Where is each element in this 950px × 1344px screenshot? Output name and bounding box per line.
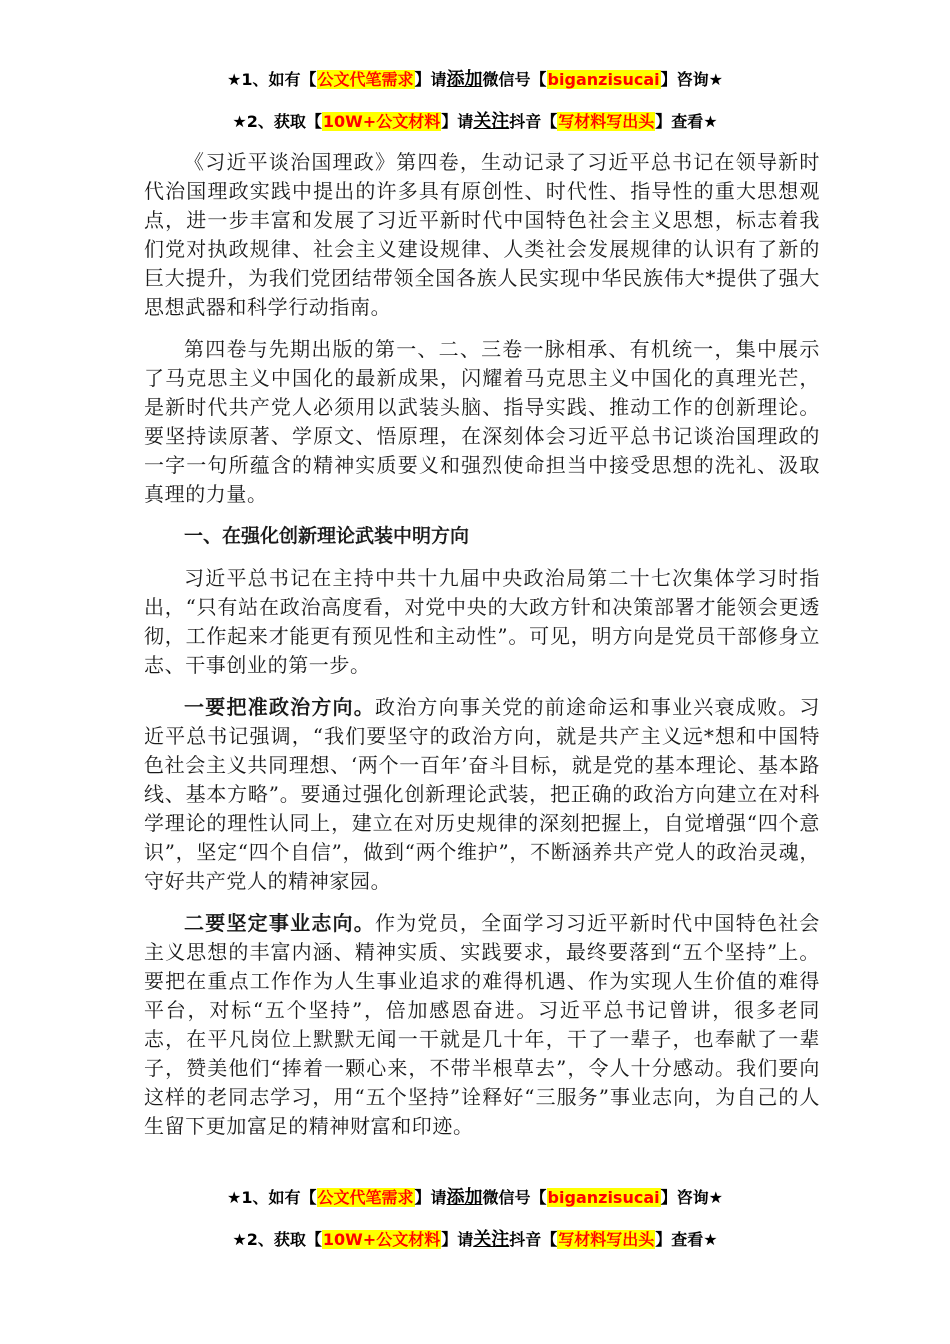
section-heading: 一、在强化创新理论武装中明方向 xyxy=(184,525,470,547)
promo-banner-bottom-line1 xyxy=(0,1186,950,1210)
promo-banner-top-line2 xyxy=(0,110,950,134)
paragraph-direction: 习近平总书记在主持中共十九届中央政治局第二十七次集体学习时指出，“只有站在政治高度看，对党中央的大政方针和决策部署才能领会更透彻，工作起来才能更有预见性和主动性”。可见，明方向是党员干部修身立志、干事创业的第一步。 xyxy=(144,566,820,677)
promo-text: 微信号【 xyxy=(482,70,547,89)
promo-text: ★2、获取【 xyxy=(232,1230,322,1249)
promo-text: ★2、获取【 xyxy=(232,112,322,131)
promo-highlight: 10W+公文材料 xyxy=(322,112,441,131)
promo-text: ★1、如有【 xyxy=(227,70,317,89)
promo-highlight: 写材料写出头 xyxy=(558,112,655,131)
promo-text: ★1、如有【 xyxy=(227,1188,317,1207)
promo-text: 】请 xyxy=(414,1188,447,1207)
paragraph-political-direction xyxy=(144,693,820,896)
paragraph-career-aspiration xyxy=(144,909,820,1141)
promo-banner-top-line1 xyxy=(0,68,950,92)
promo-text: 】咨询★ xyxy=(660,70,723,89)
promo-highlight: 公文代笔需求 xyxy=(317,1188,414,1207)
paragraph-volume-four: 第四卷与先期出版的第一、二、三卷一脉相承、有机统一，集中展示了马克思主义中国化的最新成果，闪耀着马克思主义中国化的真理光芒，是新时代共产党人必须用以武装头脑、指导实践、推动工作的创新理论。要坚持读原著、学原文、悟原理，在深刻体会习近平总书记谈治国理政的一字一句所蕴含的精神实质要义和强烈使命担当中接受思想的洗礼、汲取真理的力量。 xyxy=(144,337,820,506)
promo-underline: 添加 xyxy=(446,69,483,90)
paragraph-lead: 一要把准政治方向。 xyxy=(184,695,375,719)
promo-underline: 添加 xyxy=(446,1187,483,1208)
paragraph-text: 政治方向事关党的前途命运和事业兴衰成败。习近平总书记强调，“我们要坚守的政治方向，就是共产主义远*想和中国特色社会主义共同理想、‘两个一百年’奋斗目标，就是党的基本理论、基本路线、基本方略”。要通过强化创新理论武装，把正确的政治方向建立在对科学理论的理性认同上，建立在对历史规律的深刻把握上，自觉增强“四个意识”，坚定“四个自信”，做到“两个维护”，不断涵养共产党人的政治灵魂，守好共产党人的精神家园。 xyxy=(144,695,820,893)
paragraph-text: 作为党员，全面学习习近平新时代中国特色社会主义思想的丰富内涵、精神实质、实践要求，最终要落到“五个坚持”上。要把在重点工作作为人生事业追求的难得机遇、作为实现人生价值的难得平台，对标“五个坚持”，倍加感恩奋进。习近平总书记曾讲，很多老同志，在平凡岗位上默默无闻一干就是几十年，干了一辈子，也奉献了一辈子，赞美他们“捧着一颗心来，不带半根草去”，令人十分感动。我们要向这样的老同志学习，用“五个坚持”诠释好“三服务”事业志向，为自己的人生留下更加富足的精神财富和印迹。 xyxy=(144,911,820,1138)
promo-text: 】请 xyxy=(441,1230,474,1249)
promo-highlight: 公文代笔需求 xyxy=(317,70,414,89)
promo-highlight: biganzisucai xyxy=(547,1188,660,1207)
promo-banner-bottom-line2 xyxy=(0,1228,950,1252)
promo-underline: 关注 xyxy=(473,111,510,132)
promo-highlight: 10W+公文材料 xyxy=(322,1230,441,1249)
promo-text: 微信号【 xyxy=(482,1188,547,1207)
promo-underline: 关注 xyxy=(473,1229,510,1250)
promo-highlight: 写材料写出头 xyxy=(558,1230,655,1249)
promo-highlight: biganzisucai xyxy=(547,70,660,89)
promo-text: 】查看★ xyxy=(655,1230,718,1249)
promo-text: 】查看★ xyxy=(655,112,718,131)
promo-text: 】咨询★ xyxy=(660,1188,723,1207)
paragraph-intro: 《习近平谈治国理政》第四卷，生动记录了习近平总书记在领导新时代治国理政实践中提出的许多具有原创性、时代性、指导性的重大思想观点，进一步丰富和发展了习近平新时代中国特色社会主义思想，标志着我们党对执政规律、社会主义建设规律、人类社会发展规律的认识有了新的巨大提升，为我们党团结带领全国各族人民实现中华民族伟大*提供了强大思想武器和科学行动指南。 xyxy=(144,150,820,319)
promo-text: 】请 xyxy=(414,70,447,89)
document-body xyxy=(144,148,820,1154)
paragraph-lead: 二要坚定事业志向。 xyxy=(184,911,375,935)
promo-text: 抖音【 xyxy=(509,1230,558,1249)
promo-text: 】请 xyxy=(441,112,474,131)
promo-text: 抖音【 xyxy=(509,112,558,131)
